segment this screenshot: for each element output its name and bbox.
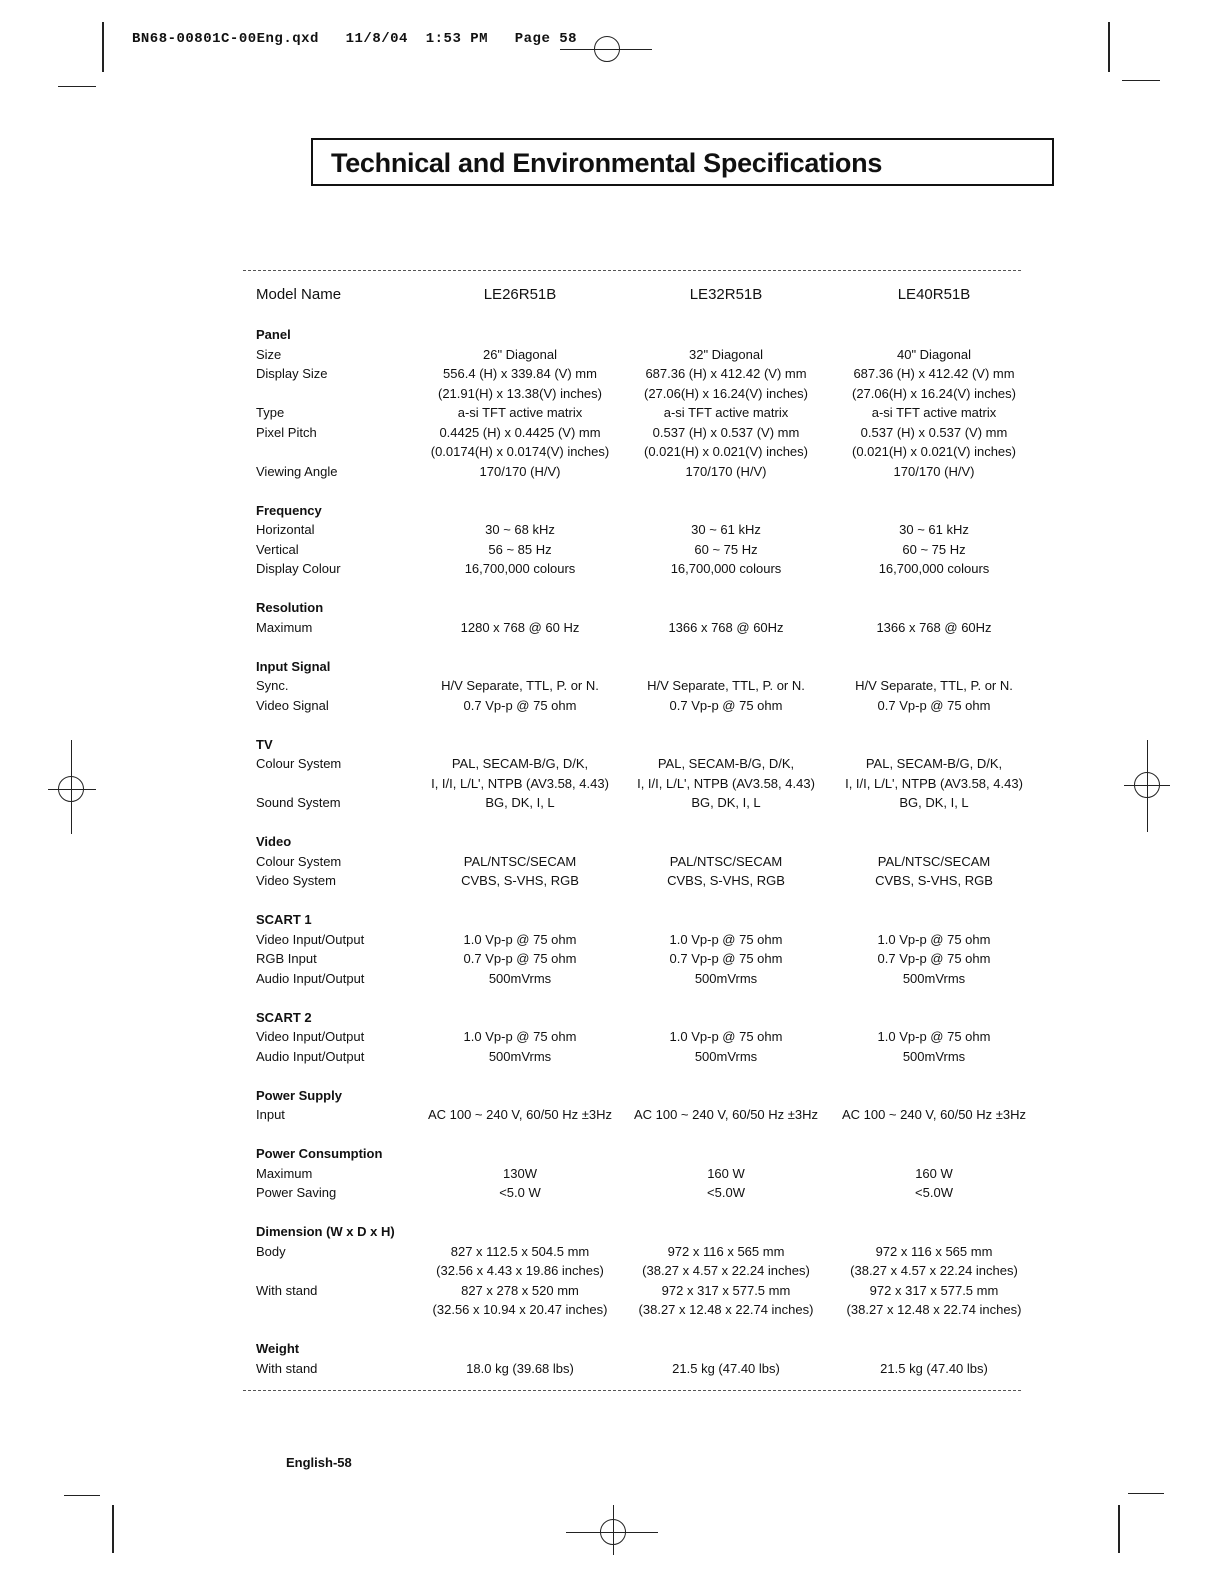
group-heading-row bbox=[256, 657, 1036, 677]
spec-value bbox=[620, 618, 832, 638]
spec-value-line: 500mVrms bbox=[694, 970, 758, 986]
spec-row bbox=[256, 871, 1036, 891]
spec-label: Pixel Pitch bbox=[256, 424, 317, 440]
spec-value bbox=[620, 1281, 832, 1320]
spec-value-line: 972 x 116 x 565 mm bbox=[667, 1243, 785, 1259]
spec-label: Audio Input/Output bbox=[256, 970, 365, 986]
spec-value-line: PAL/NTSC/SECAM bbox=[669, 853, 783, 869]
spec-value-line: 500mVrms bbox=[488, 970, 552, 986]
spec-value-line: (0.021(H) x 0.021(V) inches) bbox=[851, 444, 1016, 459]
spec-value-line: 0.7 Vp-p @ 75 ohm bbox=[669, 951, 783, 966]
spec-value bbox=[832, 1359, 1036, 1379]
group-heading-row bbox=[256, 1222, 1036, 1242]
spec-row bbox=[256, 852, 1036, 872]
group-heading: Power Consumption bbox=[256, 1146, 383, 1161]
spec-value-line: (0.0174(H) x 0.0174(V) inches) bbox=[430, 444, 610, 459]
group-heading: Dimension (W x D x H) bbox=[256, 1224, 395, 1239]
spec-value bbox=[832, 949, 1036, 969]
model-name-2: LE32R51B bbox=[689, 286, 763, 303]
spec-value-line: 1.0 Vp-p @ 75 ohm bbox=[463, 1029, 577, 1044]
spec-value bbox=[620, 540, 832, 560]
spec-value-line: 827 x 112.5 x 504.5 mm bbox=[450, 1243, 590, 1259]
registration-mark-line bbox=[613, 1505, 614, 1555]
spec-value-line: 1.0 Vp-p @ 75 ohm bbox=[669, 1029, 783, 1044]
spec-value bbox=[832, 793, 1036, 813]
spec-value bbox=[420, 1242, 620, 1281]
spec-value-line: PAL/NTSC/SECAM bbox=[463, 853, 577, 869]
spec-value bbox=[420, 969, 620, 989]
spec-value-line: BG, DK, I, L bbox=[485, 795, 555, 810]
spec-value-line: PAL, SECAM-B/G, D/K, bbox=[657, 756, 795, 771]
spec-value bbox=[420, 676, 620, 696]
spec-value-line: a-si TFT active matrix bbox=[457, 405, 583, 420]
spec-value bbox=[832, 1183, 1036, 1203]
spec-label: Video System bbox=[256, 873, 336, 888]
model-name-3: LE40R51B bbox=[897, 286, 971, 303]
group-heading: TV bbox=[256, 736, 273, 752]
spec-value bbox=[832, 871, 1036, 891]
spec-row bbox=[256, 754, 1036, 793]
model-name-1: LE26R51B bbox=[483, 286, 557, 303]
spec-value-line: 500mVrms bbox=[902, 1048, 966, 1064]
spec-value bbox=[832, 930, 1036, 950]
registration-mark-line bbox=[1124, 785, 1170, 786]
spec-value bbox=[832, 1281, 1036, 1320]
group-spacer bbox=[256, 579, 1036, 599]
spec-value-line: 687.36 (H) x 412.42 (V) mm bbox=[645, 366, 807, 381]
spec-value-line: 0.7 Vp-p @ 75 ohm bbox=[669, 697, 783, 713]
registration-mark-line bbox=[71, 740, 72, 834]
spec-value bbox=[420, 696, 620, 716]
spec-value bbox=[420, 852, 620, 872]
spec-row bbox=[256, 423, 1036, 462]
group-heading-row bbox=[256, 1008, 1036, 1028]
group-spacer bbox=[256, 813, 1036, 833]
spec-label: Colour System bbox=[256, 853, 342, 869]
spec-label: Display Colour bbox=[256, 561, 341, 576]
crop-mark bbox=[102, 22, 104, 72]
spec-value-line: 0.537 (H) x 0.537 (V) mm bbox=[652, 424, 800, 440]
spec-value bbox=[832, 345, 1036, 365]
spec-value-line: AC 100 ~ 240 V, 60/50 Hz ±3Hz bbox=[427, 1107, 613, 1122]
spec-value bbox=[620, 403, 832, 423]
spec-value bbox=[420, 364, 620, 403]
spec-row bbox=[256, 364, 1036, 403]
spec-label: With stand bbox=[256, 1282, 318, 1298]
spec-value bbox=[420, 618, 620, 638]
spec-value-line: 32" Diagonal bbox=[688, 346, 763, 362]
crop-mark bbox=[1122, 80, 1160, 81]
spec-value-line: 40" Diagonal bbox=[896, 346, 971, 362]
spec-value bbox=[620, 1027, 832, 1047]
group-heading-row bbox=[256, 1339, 1036, 1359]
spec-value-line: 1.0 Vp-p @ 75 ohm bbox=[877, 1029, 991, 1044]
spec-value-line: 0.4425 (H) x 0.4425 (V) mm bbox=[439, 424, 601, 440]
spec-value-line: 30 ~ 61 kHz bbox=[899, 522, 969, 537]
spec-value-line: I, I/I, L/L', NTPB (AV3.58, 4.43) bbox=[637, 775, 815, 791]
spec-value bbox=[832, 540, 1036, 560]
spec-value-line: H/V Separate, TTL, P. or N. bbox=[855, 678, 1013, 693]
spec-value-line: PAL/NTSC/SECAM bbox=[877, 853, 991, 869]
spec-value-line: 60 ~ 75 Hz bbox=[902, 541, 966, 557]
spec-value-line: 170/170 (H/V) bbox=[893, 463, 975, 479]
spec-row bbox=[256, 969, 1036, 989]
spec-value-line: 18.0 kg (39.68 lbs) bbox=[466, 1360, 574, 1376]
crop-mark bbox=[64, 1495, 100, 1496]
spec-table bbox=[256, 285, 1036, 1378]
group-heading-row bbox=[256, 598, 1036, 618]
spec-value-line: 1.0 Vp-p @ 75 ohm bbox=[877, 931, 991, 947]
spec-value bbox=[420, 403, 620, 423]
spec-row bbox=[256, 618, 1036, 638]
spec-value-line: (38.27 x 12.48 x 22.74 inches) bbox=[846, 1302, 1022, 1317]
group-heading: Frequency bbox=[256, 502, 322, 518]
spec-row bbox=[256, 520, 1036, 540]
spec-value-line: 687.36 (H) x 412.42 (V) mm bbox=[853, 366, 1015, 381]
spec-value-line: PAL, SECAM-B/G, D/K, bbox=[865, 756, 1003, 771]
file-slug: BN68-00801C-00Eng.qxd 11/8/04 1:53 PM Page 58 bbox=[132, 31, 578, 47]
spec-value-line: 556.4 (H) x 339.84 (V) mm bbox=[443, 366, 597, 381]
spec-value-line: <5.0 W bbox=[499, 1185, 541, 1200]
spec-value bbox=[832, 852, 1036, 872]
spec-value bbox=[832, 462, 1036, 482]
spec-label: Sound System bbox=[256, 795, 341, 810]
group-heading-row bbox=[256, 1144, 1036, 1164]
group-spacer bbox=[256, 1125, 1036, 1145]
spec-value-line: 170/170 (H/V) bbox=[685, 463, 767, 479]
top-rule bbox=[243, 270, 1021, 271]
spec-label: Audio Input/Output bbox=[256, 1048, 365, 1064]
spec-value bbox=[620, 871, 832, 891]
spec-value-line: H/V Separate, TTL, P. or N. bbox=[647, 678, 805, 693]
group-heading: Panel bbox=[256, 327, 291, 342]
spec-value bbox=[620, 364, 832, 403]
spec-label: With stand bbox=[256, 1360, 318, 1376]
spec-label: Video Signal bbox=[256, 697, 329, 713]
spec-value-line: PAL, SECAM-B/G, D/K, bbox=[451, 756, 589, 771]
spec-label: Video Input/Output bbox=[256, 931, 365, 947]
spec-value bbox=[832, 364, 1036, 403]
spec-value-line: 972 x 116 x 565 mm bbox=[875, 1243, 993, 1259]
spec-value bbox=[832, 754, 1036, 793]
spec-value bbox=[420, 754, 620, 793]
spec-value-line: (38.27 x 4.57 x 22.24 inches) bbox=[850, 1263, 1018, 1278]
spec-value bbox=[620, 559, 832, 579]
spec-value-line: CVBS, S-VHS, RGB bbox=[461, 873, 579, 888]
group-heading-row bbox=[256, 832, 1036, 852]
spec-value bbox=[620, 1183, 832, 1203]
spec-value-line: a-si TFT active matrix bbox=[871, 405, 997, 420]
spec-value-line: H/V Separate, TTL, P. or N. bbox=[441, 678, 599, 693]
spec-value-line: 21.5 kg (47.40 lbs) bbox=[672, 1360, 780, 1376]
spec-value bbox=[420, 949, 620, 969]
spec-value bbox=[620, 520, 832, 540]
spec-label: RGB Input bbox=[256, 951, 317, 966]
crop-mark bbox=[112, 1505, 114, 1553]
registration-mark-line bbox=[48, 789, 96, 790]
spec-value-line: 30 ~ 68 kHz bbox=[485, 522, 555, 537]
spec-value-line: (27.06(H) x 16.24(V) inches) bbox=[643, 385, 808, 401]
spec-value bbox=[620, 969, 832, 989]
spec-value bbox=[620, 930, 832, 950]
spec-value-line: CVBS, S-VHS, RGB bbox=[875, 873, 993, 888]
group-spacer bbox=[256, 481, 1036, 501]
spec-value bbox=[832, 676, 1036, 696]
spec-row bbox=[256, 1183, 1036, 1203]
spec-row bbox=[256, 676, 1036, 696]
group-spacer bbox=[256, 1066, 1036, 1086]
spec-value-line: BG, DK, I, L bbox=[899, 795, 969, 810]
group-heading-row bbox=[256, 325, 1036, 345]
spec-value bbox=[420, 793, 620, 813]
spec-value-line: 30 ~ 61 kHz bbox=[691, 522, 761, 537]
spec-value-line: 500mVrms bbox=[694, 1048, 758, 1064]
spec-value-line: <5.0W bbox=[915, 1185, 953, 1200]
spec-value bbox=[420, 1047, 620, 1067]
spec-value bbox=[420, 520, 620, 540]
spec-row bbox=[256, 1359, 1036, 1379]
spec-row bbox=[256, 696, 1036, 716]
spec-value-line: 972 x 317 x 577.5 mm bbox=[661, 1282, 791, 1298]
spec-value-line: 56 ~ 85 Hz bbox=[488, 541, 552, 557]
spec-value bbox=[620, 1164, 832, 1184]
group-heading: Resolution bbox=[256, 600, 324, 615]
spec-value-line: 60 ~ 75 Hz bbox=[694, 541, 758, 557]
spec-label: Video Input/Output bbox=[256, 1029, 365, 1044]
spec-label: Type bbox=[256, 405, 285, 420]
spec-row bbox=[256, 559, 1036, 579]
spec-value-line: <5.0W bbox=[707, 1185, 745, 1200]
spec-value-line: 0.7 Vp-p @ 75 ohm bbox=[463, 951, 577, 966]
spec-row bbox=[256, 793, 1036, 813]
spec-value bbox=[420, 1359, 620, 1379]
spec-value bbox=[620, 1105, 832, 1125]
spec-value bbox=[832, 423, 1036, 462]
spec-value bbox=[420, 1164, 620, 1184]
spec-value-line: 1.0 Vp-p @ 75 ohm bbox=[463, 931, 577, 947]
spec-value-line: BG, DK, I, L bbox=[691, 795, 761, 810]
group-spacer bbox=[256, 637, 1036, 657]
spec-value bbox=[420, 1027, 620, 1047]
crop-mark bbox=[1118, 1505, 1120, 1553]
spec-value-line: (32.56 x 4.43 x 19.86 inches) bbox=[436, 1263, 604, 1278]
group-spacer bbox=[256, 1320, 1036, 1340]
spec-value-line: 500mVrms bbox=[488, 1048, 552, 1064]
spec-row bbox=[256, 345, 1036, 365]
registration-mark-line bbox=[566, 1532, 658, 1533]
spec-row bbox=[256, 1047, 1036, 1067]
spec-value-line: 130W bbox=[503, 1165, 537, 1181]
spec-value bbox=[420, 540, 620, 560]
spec-value bbox=[420, 462, 620, 482]
spec-value bbox=[420, 559, 620, 579]
spec-value-line: 21.5 kg (47.40 lbs) bbox=[880, 1360, 988, 1376]
spec-row bbox=[256, 1027, 1036, 1047]
spec-value-line: 827 x 278 x 520 mm bbox=[461, 1282, 579, 1298]
spec-value bbox=[832, 1105, 1036, 1125]
group-spacer bbox=[256, 891, 1036, 911]
spec-value bbox=[420, 1105, 620, 1125]
spec-label: Maximum bbox=[256, 619, 313, 635]
spec-value-line: 16,700,000 colours bbox=[670, 561, 782, 576]
spec-label: Body bbox=[256, 1243, 286, 1259]
spec-value bbox=[620, 345, 832, 365]
spec-value bbox=[620, 423, 832, 462]
spec-label: Size bbox=[256, 346, 282, 362]
group-heading: Video bbox=[256, 834, 292, 849]
spec-value-line: (32.56 x 10.94 x 20.47 inches) bbox=[432, 1302, 608, 1317]
spec-value bbox=[420, 930, 620, 950]
group-spacer bbox=[256, 988, 1036, 1008]
spec-value-line: I, I/I, L/L', NTPB (AV3.58, 4.43) bbox=[431, 775, 609, 791]
spec-value bbox=[620, 793, 832, 813]
spec-label: Colour System bbox=[256, 756, 342, 771]
spec-row bbox=[256, 1281, 1036, 1320]
crop-mark bbox=[58, 86, 96, 87]
spec-value bbox=[620, 852, 832, 872]
spec-value-line: 0.7 Vp-p @ 75 ohm bbox=[463, 697, 577, 713]
registration-mark-line bbox=[560, 49, 652, 50]
spec-row bbox=[256, 540, 1036, 560]
spec-value-line: 972 x 317 x 577.5 mm bbox=[869, 1282, 999, 1298]
spec-value-line: 1280 x 768 @ 60 Hz bbox=[460, 619, 580, 635]
group-spacer bbox=[256, 715, 1036, 735]
model-name-label: Model Name bbox=[256, 286, 342, 303]
model-header-row bbox=[256, 285, 1036, 325]
spec-value bbox=[832, 1164, 1036, 1184]
spec-row bbox=[256, 1164, 1036, 1184]
spec-label: Sync. bbox=[256, 678, 289, 693]
spec-value bbox=[420, 871, 620, 891]
spec-value bbox=[620, 462, 832, 482]
spec-value bbox=[420, 1281, 620, 1320]
group-heading-row bbox=[256, 735, 1036, 755]
spec-value bbox=[832, 1242, 1036, 1281]
spec-label: Vertical bbox=[256, 541, 299, 557]
spec-value bbox=[832, 1047, 1036, 1067]
spec-label: Input bbox=[256, 1107, 285, 1122]
spec-value-line: 16,700,000 colours bbox=[878, 561, 990, 576]
spec-row bbox=[256, 930, 1036, 950]
spec-value-line: (38.27 x 12.48 x 22.74 inches) bbox=[638, 1302, 814, 1317]
spec-row bbox=[256, 403, 1036, 423]
group-heading: Power Supply bbox=[256, 1087, 342, 1103]
spec-value bbox=[620, 676, 832, 696]
spec-value-line: (38.27 x 4.57 x 22.24 inches) bbox=[642, 1263, 810, 1278]
spec-value-line: a-si TFT active matrix bbox=[663, 405, 789, 420]
group-heading-row bbox=[256, 910, 1036, 930]
spec-value bbox=[620, 754, 832, 793]
spec-label: Maximum bbox=[256, 1165, 313, 1181]
spec-value-line: (0.021(H) x 0.021(V) inches) bbox=[643, 444, 808, 459]
bottom-rule bbox=[243, 1390, 1021, 1391]
spec-row bbox=[256, 1105, 1036, 1125]
title-box bbox=[311, 138, 1054, 186]
spec-value bbox=[832, 403, 1036, 423]
group-heading: SCART 2 bbox=[256, 1009, 312, 1025]
group-heading-row bbox=[256, 1086, 1036, 1106]
group-heading: Input Signal bbox=[256, 658, 331, 674]
spec-value-line: (21.91(H) x 13.38(V) inches) bbox=[437, 385, 602, 401]
spec-value-line: 1366 x 768 @ 60Hz bbox=[668, 619, 784, 635]
spec-value bbox=[620, 1047, 832, 1067]
group-heading: Weight bbox=[256, 1341, 300, 1356]
spec-value bbox=[832, 618, 1036, 638]
spec-label: Power Saving bbox=[256, 1185, 337, 1200]
spec-body bbox=[256, 285, 1036, 1378]
crop-mark bbox=[1108, 22, 1110, 72]
spec-value-line: CVBS, S-VHS, RGB bbox=[667, 873, 785, 888]
spec-value bbox=[420, 423, 620, 462]
spec-value-line: AC 100 ~ 240 V, 60/50 Hz ±3Hz bbox=[841, 1107, 1027, 1122]
spec-value bbox=[832, 1027, 1036, 1047]
spec-value-line: 0.7 Vp-p @ 75 ohm bbox=[877, 951, 991, 966]
group-spacer bbox=[256, 1203, 1036, 1223]
spec-row bbox=[256, 462, 1036, 482]
spec-row bbox=[256, 1242, 1036, 1281]
registration-mark-line bbox=[1147, 740, 1148, 832]
spec-value bbox=[832, 696, 1036, 716]
page-title: Technical and Environmental Specifications bbox=[331, 148, 883, 178]
spec-value bbox=[420, 1183, 620, 1203]
spec-value-line: 1366 x 768 @ 60Hz bbox=[876, 619, 992, 635]
spec-value-line: (27.06(H) x 16.24(V) inches) bbox=[851, 385, 1016, 401]
spec-value bbox=[420, 345, 620, 365]
spec-value-line: AC 100 ~ 240 V, 60/50 Hz ±3Hz bbox=[633, 1107, 819, 1122]
spec-value bbox=[620, 1359, 832, 1379]
spec-label: Display Size bbox=[256, 366, 328, 381]
page-footer: English-58 bbox=[286, 1455, 352, 1470]
spec-value bbox=[832, 520, 1036, 540]
spec-value-line: I, I/I, L/L', NTPB (AV3.58, 4.43) bbox=[845, 775, 1023, 791]
spec-label: Viewing Angle bbox=[256, 463, 338, 479]
spec-value-line: 160 W bbox=[707, 1165, 745, 1181]
spec-value bbox=[620, 696, 832, 716]
group-heading-row bbox=[256, 501, 1036, 521]
spec-value-line: 500mVrms bbox=[902, 970, 966, 986]
group-heading: SCART 1 bbox=[256, 912, 312, 927]
spec-value-line: 160 W bbox=[915, 1165, 953, 1181]
spec-label: Horizontal bbox=[256, 522, 315, 537]
spec-value bbox=[620, 949, 832, 969]
spec-value bbox=[832, 559, 1036, 579]
spec-value-line: 16,700,000 colours bbox=[464, 561, 576, 576]
spec-value-line: 26" Diagonal bbox=[482, 346, 557, 362]
crop-mark bbox=[1128, 1493, 1164, 1494]
spec-value-line: 0.537 (H) x 0.537 (V) mm bbox=[860, 424, 1008, 440]
spec-value-line: 1.0 Vp-p @ 75 ohm bbox=[669, 931, 783, 947]
spec-row bbox=[256, 949, 1036, 969]
spec-value-line: 0.7 Vp-p @ 75 ohm bbox=[877, 697, 991, 713]
spec-value bbox=[620, 1242, 832, 1281]
spec-value bbox=[832, 969, 1036, 989]
spec-value-line: 170/170 (H/V) bbox=[479, 463, 561, 479]
